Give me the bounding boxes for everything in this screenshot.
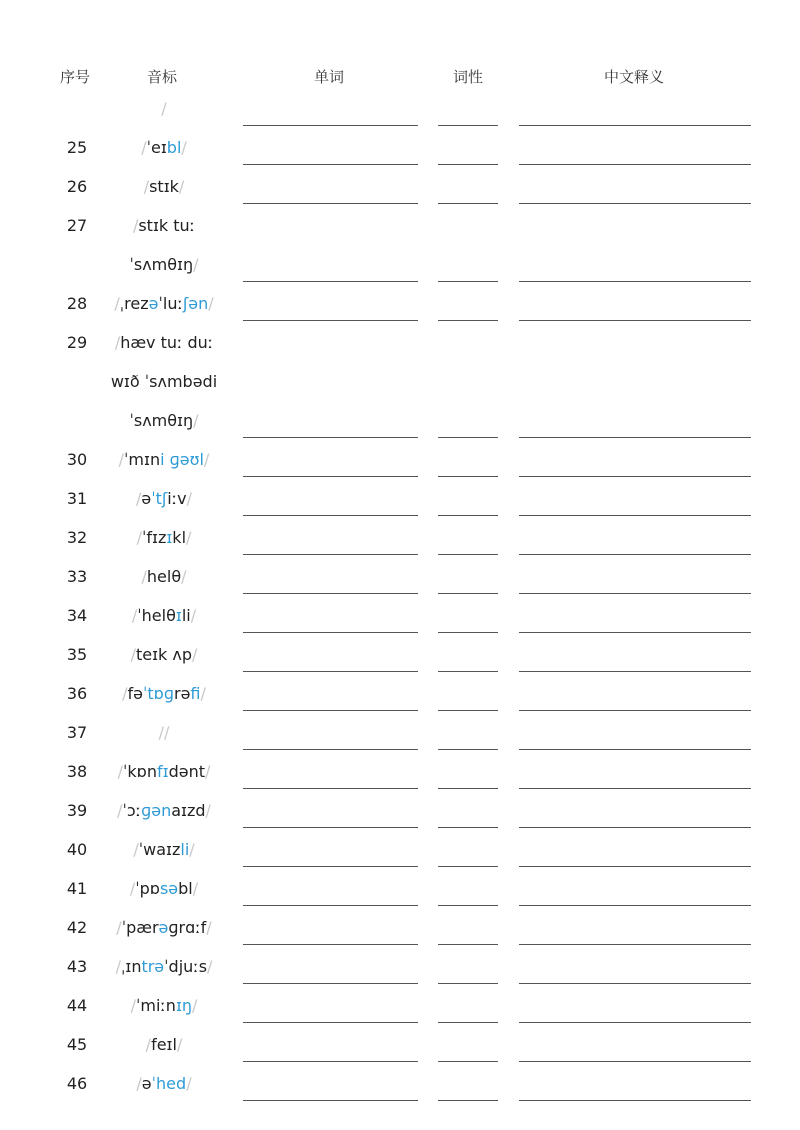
table-row (0, 869, 800, 908)
phonetic-transcription (104, 791, 224, 830)
part-of-speech-blank[interactable] (438, 905, 498, 906)
phonetic-line (104, 1025, 224, 1064)
part-of-speech-blank[interactable] (438, 944, 498, 945)
word-blank[interactable] (243, 1061, 418, 1062)
slash-mark: / (186, 1074, 192, 1093)
slash-mark: / (130, 996, 136, 1015)
phonetic-line (104, 830, 224, 869)
phonetic-transcription (104, 206, 224, 284)
word-blank[interactable] (243, 437, 418, 438)
table-row (0, 89, 800, 128)
phonetic-transcription (104, 674, 224, 713)
part-of-speech-blank[interactable] (438, 515, 498, 516)
slash-mark: / (114, 333, 121, 352)
phonetic-line (104, 362, 224, 401)
highlighted-phoneme: ˈtʃ (151, 489, 168, 508)
slash-mark: / (118, 450, 125, 469)
word-blank[interactable] (243, 710, 418, 711)
highlighted-phoneme: ˈtɒɡ (143, 684, 174, 703)
phonetic-transcription (104, 440, 224, 479)
part-of-speech-blank[interactable] (438, 1100, 498, 1101)
row-number: 40 (66, 839, 88, 859)
highlighted-phoneme: ɪŋ (175, 996, 193, 1015)
table-row (0, 1064, 800, 1103)
meaning-blank[interactable] (519, 554, 751, 555)
word-blank[interactable] (243, 749, 418, 750)
slash-mark: / (192, 879, 199, 898)
word-blank[interactable] (243, 125, 418, 126)
slash-mark: / (130, 645, 136, 664)
phoneme: li (181, 606, 191, 625)
word-blank[interactable] (243, 164, 418, 165)
phoneme: ˌɪn (120, 957, 142, 976)
slash-mark: / (192, 996, 198, 1015)
part-of-speech-blank[interactable] (438, 671, 498, 672)
row-number: 28 (66, 293, 88, 313)
word-blank[interactable] (243, 1100, 418, 1101)
row-number: 26 (66, 176, 88, 196)
slash-mark: / (206, 918, 212, 937)
highlighted-phoneme: ʃən (182, 294, 209, 313)
phonetic-line (104, 908, 224, 947)
slash-mark: / (186, 528, 192, 547)
row-number: 45 (66, 1034, 88, 1054)
slash-mark: / (129, 879, 136, 898)
word-blank[interactable] (243, 515, 418, 516)
slash-mark: / (117, 801, 123, 820)
slash-mark: / (136, 489, 142, 508)
meaning-blank[interactable] (519, 944, 751, 945)
header-phonetic: 音标 (147, 68, 178, 86)
meaning-blank[interactable] (519, 593, 751, 594)
table-row (0, 128, 800, 167)
phoneme: iːv (167, 489, 187, 508)
phoneme: ˈdjuːs (164, 957, 208, 976)
highlighted-phoneme: sə (159, 879, 179, 898)
word-blank[interactable] (243, 554, 418, 555)
row-number: 38 (66, 761, 88, 781)
row-number: 30 (66, 449, 88, 469)
table-row (0, 908, 800, 947)
phoneme: ˈmiːn (135, 996, 176, 1015)
part-of-speech-blank[interactable] (438, 710, 498, 711)
slash-mark: / (161, 99, 167, 118)
table-row (0, 557, 800, 596)
phonetic-transcription (104, 986, 224, 1025)
row-number: 39 (66, 800, 88, 820)
phonetic-line (104, 674, 224, 713)
row-number: 42 (66, 917, 88, 937)
highlighted-phoneme: ɡən (141, 801, 172, 820)
highlighted-phoneme: ə (158, 918, 169, 937)
phonetic-transcription (104, 596, 224, 635)
phoneme: ˈeɪ (146, 138, 167, 157)
slash-mark: / (189, 840, 195, 859)
phoneme: ˈfɪz (141, 528, 167, 547)
phonetic-line (104, 947, 224, 986)
part-of-speech-blank[interactable] (438, 437, 498, 438)
phonetic-transcription (104, 713, 224, 752)
slash-mark: / (116, 918, 122, 937)
header-chinese-meaning: 中文释义 (604, 68, 665, 86)
phoneme: ɡrɑːf (168, 918, 207, 937)
highlighted-phoneme: bl (166, 138, 182, 157)
slash-mark: / (205, 801, 211, 820)
word-blank[interactable] (243, 944, 418, 945)
slash-mark: / (136, 1074, 142, 1093)
meaning-blank[interactable] (519, 749, 751, 750)
header-word: 单词 (314, 68, 345, 86)
meaning-blank[interactable] (519, 125, 751, 126)
word-blank[interactable] (243, 671, 418, 672)
phoneme: teɪk ʌp (135, 645, 193, 664)
meaning-blank[interactable] (519, 788, 751, 789)
meaning-blank[interactable] (519, 476, 751, 477)
word-blank[interactable] (243, 983, 418, 984)
table-row (0, 791, 800, 830)
table-row (0, 986, 800, 1025)
meaning-blank[interactable] (519, 905, 751, 906)
meaning-blank[interactable] (519, 1061, 751, 1062)
part-of-speech-blank[interactable] (438, 554, 498, 555)
row-number: 37 (66, 722, 88, 742)
phonetic-line (104, 206, 224, 245)
row-number: 44 (66, 995, 88, 1015)
phonetic-transcription (104, 1025, 224, 1064)
phoneme: hæv tuː duː (120, 333, 214, 352)
phonetic-transcription (104, 128, 224, 167)
slash-mark: / (181, 567, 187, 586)
part-of-speech-blank[interactable] (438, 164, 498, 165)
phoneme: dənt (168, 762, 205, 781)
row-number: 41 (66, 878, 88, 898)
phonetic-transcription (104, 947, 224, 986)
slash-mark: / (200, 684, 206, 703)
row-number: 33 (66, 566, 88, 586)
slash-mark: / (190, 606, 197, 625)
phoneme: ˌrez (119, 294, 149, 313)
phonetic-transcription (104, 323, 224, 440)
slash-mark: / (117, 762, 124, 781)
phonetic-line (104, 713, 224, 752)
phonetic-line (104, 479, 224, 518)
slash-mark: / (131, 606, 138, 625)
phoneme: ˈpær (121, 918, 159, 937)
row-number: 29 (66, 332, 88, 352)
part-of-speech-blank[interactable] (438, 593, 498, 594)
phonetic-transcription (104, 518, 224, 557)
slash-mark: / (207, 957, 213, 976)
phonetic-transcription (104, 167, 224, 206)
phoneme: kl (172, 528, 187, 547)
meaning-blank[interactable] (519, 1100, 751, 1101)
word-blank[interactable] (243, 203, 418, 204)
phoneme: helθ (146, 567, 182, 586)
highlighted-phoneme: ˈhed (151, 1074, 187, 1093)
phoneme: ˈɔː (122, 801, 142, 820)
table-row (0, 440, 800, 479)
part-of-speech-blank[interactable] (438, 866, 498, 867)
header-number: 序号 (60, 68, 91, 86)
highlighted-phoneme: fɪ (156, 762, 169, 781)
slash-mark: / (192, 645, 198, 664)
highlighted-phoneme: trə (141, 957, 165, 976)
part-of-speech-blank[interactable] (438, 1022, 498, 1023)
phonetic-line (104, 752, 224, 791)
highlighted-phoneme: fi (190, 684, 201, 703)
slash-mark: / (186, 489, 192, 508)
part-of-speech-blank[interactable] (438, 1061, 498, 1062)
meaning-blank[interactable] (519, 671, 751, 672)
table-header (0, 66, 800, 88)
slash-mark: / (176, 1035, 183, 1054)
word-blank[interactable] (243, 827, 418, 828)
phonetic-line (104, 284, 224, 323)
slash-mark: / (145, 1035, 152, 1054)
slash-mark: / (133, 840, 139, 859)
table-row (0, 674, 800, 713)
table-row (0, 518, 800, 557)
row-number: 43 (66, 956, 88, 976)
row-number: 25 (66, 137, 88, 157)
slash-mark: / (203, 450, 210, 469)
highlighted-phoneme: i ɡəʊl (160, 450, 204, 469)
slash-mark: / (141, 138, 147, 157)
phoneme: ə (141, 1074, 152, 1093)
table-row (0, 752, 800, 791)
slash-mark: / (178, 177, 185, 196)
table-row (0, 713, 800, 752)
slash-mark: / (181, 138, 187, 157)
phoneme: ˈhelθ (137, 606, 176, 625)
meaning-blank[interactable] (519, 320, 751, 321)
part-of-speech-blank[interactable] (438, 203, 498, 204)
slash-mark: // (158, 723, 170, 742)
phonetic-line (104, 869, 224, 908)
slash-mark: / (122, 684, 128, 703)
slash-mark: / (143, 177, 150, 196)
word-blank[interactable] (243, 788, 418, 789)
phonetic-line (104, 791, 224, 830)
slash-mark: / (208, 294, 214, 313)
table-row (0, 206, 800, 284)
phoneme: stɪk (149, 177, 179, 196)
phoneme: aɪzd (171, 801, 206, 820)
phoneme: stɪk tuː (138, 216, 196, 235)
phonetic-line (104, 557, 224, 596)
row-number: 46 (66, 1073, 88, 1093)
part-of-speech-blank[interactable] (438, 983, 498, 984)
highlighted-phoneme: ɪ (166, 528, 173, 547)
row-number: 31 (66, 488, 88, 508)
word-blank[interactable] (243, 320, 418, 321)
part-of-speech-blank[interactable] (438, 125, 498, 126)
phonetic-transcription (104, 869, 224, 908)
phoneme: ˈpɒ (135, 879, 160, 898)
phonetic-line (104, 1064, 224, 1103)
table-row (0, 947, 800, 986)
part-of-speech-blank[interactable] (438, 788, 498, 789)
highlighted-phoneme: li (180, 840, 190, 859)
part-of-speech-blank[interactable] (438, 476, 498, 477)
phoneme: fə (127, 684, 143, 703)
phonetic-line (104, 167, 224, 206)
meaning-blank[interactable] (519, 827, 751, 828)
table-row (0, 830, 800, 869)
phoneme: bl (178, 879, 193, 898)
phoneme: ˈluː (158, 294, 183, 313)
word-blank[interactable] (243, 866, 418, 867)
word-blank[interactable] (243, 632, 418, 633)
part-of-speech-blank[interactable] (438, 281, 498, 282)
phoneme: ˈsʌmθɪŋ (129, 411, 194, 430)
highlighted-phoneme: ə (148, 294, 159, 313)
meaning-blank[interactable] (519, 164, 751, 165)
phonetic-line (104, 635, 224, 674)
meaning-blank[interactable] (519, 710, 751, 711)
phoneme: wɪð ˈsʌmbədi (110, 372, 218, 391)
phonetic-line (104, 440, 224, 479)
phonetic-transcription (104, 284, 224, 323)
meaning-blank[interactable] (519, 983, 751, 984)
phonetic-line (104, 986, 224, 1025)
phonetic-transcription (104, 89, 224, 128)
row-number: 35 (66, 644, 88, 664)
phonetic-transcription (104, 635, 224, 674)
phoneme: feɪl (151, 1035, 177, 1054)
phonetic-transcription (104, 830, 224, 869)
phonetic-transcription (104, 479, 224, 518)
part-of-speech-blank[interactable] (438, 827, 498, 828)
phonetic-line (104, 518, 224, 557)
table-row (0, 1025, 800, 1064)
row-number: 32 (66, 527, 88, 547)
phoneme: ˈkɒn (123, 762, 157, 781)
header-part-of-speech: 词性 (453, 68, 484, 86)
meaning-blank[interactable] (519, 203, 751, 204)
table-row (0, 167, 800, 206)
table-row (0, 323, 800, 440)
phoneme: ə (141, 489, 152, 508)
slash-mark: / (204, 762, 211, 781)
phonetic-line (104, 89, 224, 128)
phonetic-line (104, 245, 224, 284)
phoneme: rə (173, 684, 191, 703)
meaning-blank[interactable] (519, 437, 751, 438)
table-row (0, 479, 800, 518)
phonetic-transcription (104, 1064, 224, 1103)
slash-mark: / (193, 411, 199, 430)
part-of-speech-blank[interactable] (438, 632, 498, 633)
word-blank[interactable] (243, 905, 418, 906)
slash-mark: / (114, 294, 120, 313)
phoneme: ˈmɪn (124, 450, 161, 469)
meaning-blank[interactable] (519, 515, 751, 516)
word-blank[interactable] (243, 476, 418, 477)
slash-mark: / (132, 216, 139, 235)
phonetic-transcription (104, 752, 224, 791)
word-blank[interactable] (243, 1022, 418, 1023)
table-row (0, 596, 800, 635)
phonetic-line (104, 596, 224, 635)
row-number: 36 (66, 683, 88, 703)
word-blank[interactable] (243, 593, 418, 594)
slash-mark: / (141, 567, 147, 586)
meaning-blank[interactable] (519, 866, 751, 867)
phonetic-transcription (104, 908, 224, 947)
meaning-blank[interactable] (519, 281, 751, 282)
slash-mark: / (136, 528, 142, 547)
row-number: 27 (66, 215, 88, 235)
part-of-speech-blank[interactable] (438, 320, 498, 321)
meaning-blank[interactable] (519, 632, 751, 633)
meaning-blank[interactable] (519, 1022, 751, 1023)
slash-mark: / (115, 957, 121, 976)
phonetic-line (104, 128, 224, 167)
phoneme: ˈsʌmθɪŋ (129, 255, 194, 274)
row-number: 34 (66, 605, 88, 625)
highlighted-phoneme: ɪ (175, 606, 182, 625)
part-of-speech-blank[interactable] (438, 749, 498, 750)
phoneme: ˈwaɪz (138, 840, 181, 859)
word-blank[interactable] (243, 281, 418, 282)
table-row (0, 284, 800, 323)
phonetic-line (104, 323, 224, 362)
slash-mark: / (193, 255, 199, 274)
table-row (0, 635, 800, 674)
phonetic-line (104, 401, 224, 440)
phonetic-transcription (104, 557, 224, 596)
